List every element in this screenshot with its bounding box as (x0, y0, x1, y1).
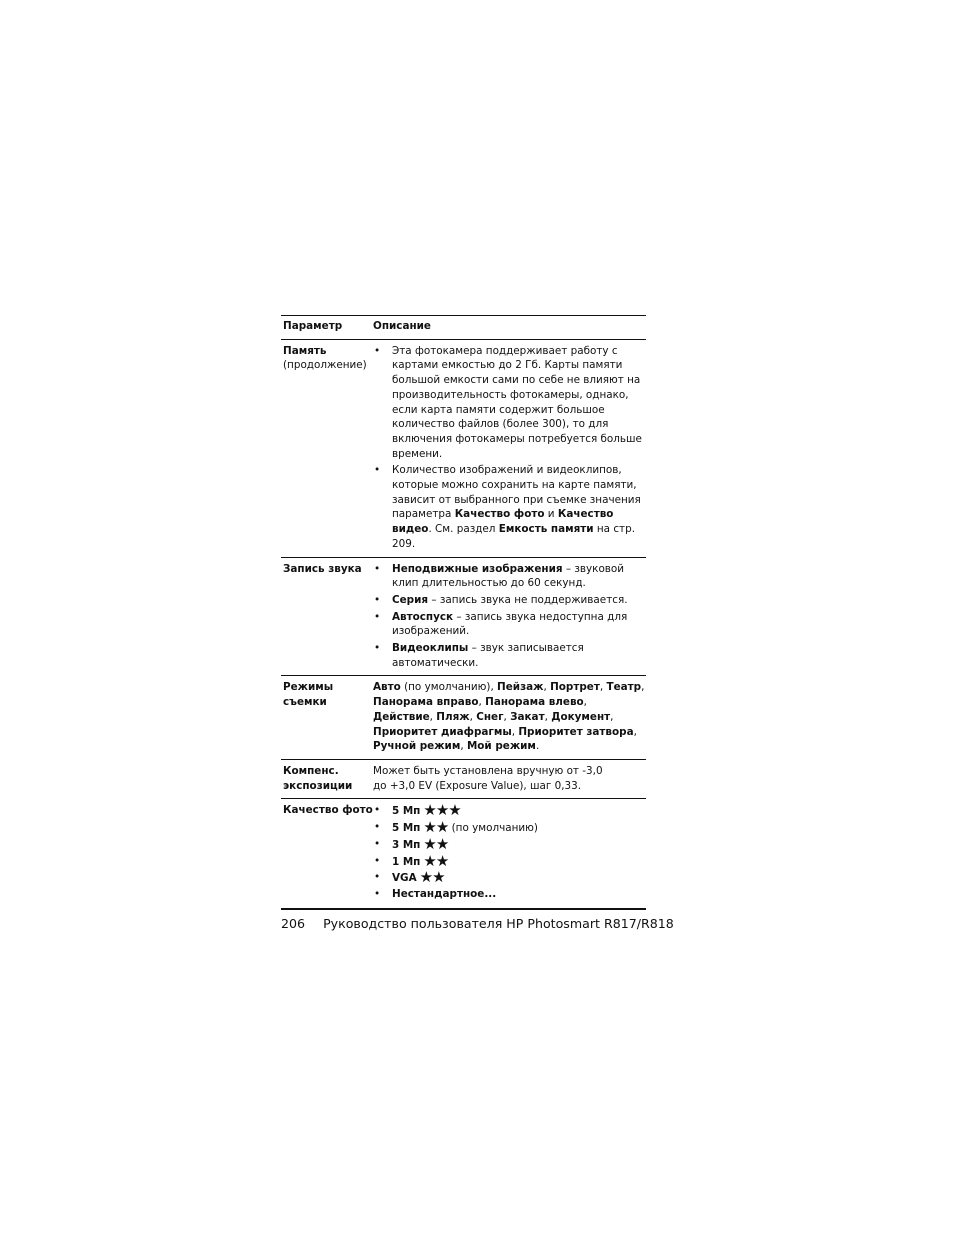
star-rating-icon: ★★ (423, 851, 449, 870)
mode-name: Пляж (436, 710, 470, 723)
mode-name: Приоритет диафрагмы (373, 725, 512, 738)
description-cell: Авто (по умолчанию), Пейзаж, Портрет, Театр, Панорама вправо, Панорама влево, Действие, Пляж, Снег, Закат, Документ, Приоритет диафрагмы, Приоритет затвора, Ручной режим, Мой режим. (373, 676, 646, 760)
bold-term: Серия (392, 593, 429, 606)
page-footer (281, 916, 674, 931)
parameter-name: Память (283, 344, 327, 357)
star-rating-icon: ★★ (423, 834, 449, 853)
list-item: • Серия – запись звука не поддерживается. (374, 593, 628, 606)
mode-name: Пейзаж (497, 681, 544, 694)
quality-label: VGA (392, 872, 417, 885)
text-fragment: Количество изображений и видеоклипов, которые можно сохранить на карте памяти, зависит от выбранного при съемке значения параметра (392, 464, 641, 521)
description-cell (373, 557, 646, 676)
parameter-cell (281, 339, 373, 557)
mode-name: Панорама вправо (373, 696, 479, 709)
table-row (281, 339, 646, 557)
text-fragment: и (544, 508, 558, 521)
list-item: • 3 Мп ★★ (374, 834, 449, 853)
list-item: • Автоспуск – запись звука недоступна для изображений. (374, 610, 628, 638)
list-item: • 5 Мп ★★★ (374, 801, 461, 820)
quality-list (373, 803, 646, 901)
quality-label: 5 Мп (392, 822, 421, 835)
bold-term: Качество фото (454, 508, 545, 521)
quality-label: Нестандартное... (392, 887, 497, 900)
mode-name: Портрет (550, 681, 600, 694)
footer-title: Руководство пользователя HP Photosmart R817/R818 (323, 916, 674, 931)
quality-label: 5 Мп (392, 805, 421, 818)
parameters-table (281, 315, 646, 910)
bullet-list (373, 562, 646, 671)
page-number: 206 (281, 916, 306, 931)
list-item: • Эта фотокамера поддерживает работу с картами емкостью до 2 Гб. Карты памяти большой емкости сами по себе не влияют на производительность фотокамеры, однако, если карта памяти содержит большое количество файлов (более 300), то для включения фотокамеры потребуется больше времени. (374, 344, 642, 460)
text-fragment: – звуковой клип длительностью до 60 секунд. (392, 562, 625, 590)
bold-term: Емкость памяти (498, 523, 594, 536)
text-fragment: на стр. 209. (392, 523, 636, 550)
table-row (281, 557, 646, 676)
description-cell (373, 339, 646, 557)
parameter-cell (281, 676, 373, 760)
star-rating-icon: ★★ (419, 868, 445, 887)
mode-name: Снег (476, 710, 504, 723)
list-item: • Количество изображений и видеоклипов, которые можно сохранить на карте памяти, зависит от выбранного при съемке значения параметра Качество фото и Качество видео. См. раздел Емкость памяти на стр. 209. (374, 464, 641, 550)
column-header-parameter: Параметр (281, 316, 373, 340)
bullet-list (373, 344, 646, 552)
parameter-name: Запись звука (283, 562, 362, 575)
list-item: • Нестандартное... (374, 887, 497, 900)
table-row (281, 676, 646, 760)
mode-name: Закат (510, 710, 545, 723)
mode-name: Авто (373, 681, 401, 694)
document-page (281, 315, 646, 910)
quality-label: 3 Мп (392, 838, 421, 851)
parameter-name: Режимы съемки (283, 681, 334, 709)
mode-name: Документ (551, 710, 611, 723)
parameter-name: Качество фото (283, 804, 373, 817)
mode-name: Ручной режим (373, 740, 461, 753)
parameter-note: (продолжение) (283, 359, 367, 372)
mode-name: Приоритет затвора (518, 725, 634, 738)
text-fragment: – запись звука недоступна для изображений. (392, 610, 628, 638)
table-header-row (281, 316, 646, 340)
list-item: • VGA ★★ (374, 868, 445, 887)
description-cell: Может быть установлена вручную от -3,0 до +3,0 EV (Exposure Value), шаг 0,33. (373, 759, 646, 798)
star-rating-icon: ★★★ (423, 801, 461, 820)
text-fragment: (по умолчанию) (400, 681, 491, 694)
table-row (281, 759, 646, 798)
default-note: (по умолчанию) (451, 822, 538, 835)
text-fragment: . См. раздел (428, 523, 499, 536)
bold-term: Видеоклипы (392, 642, 469, 655)
list-item: • Видеоклипы – звук записывается автоматически. (374, 642, 584, 669)
parameter-cell (281, 759, 373, 798)
parameter-cell (281, 557, 373, 676)
star-rating-icon: ★★ (423, 818, 449, 837)
table-row (281, 799, 646, 909)
column-header-description: Описание (373, 316, 646, 340)
description-cell (373, 799, 646, 909)
bold-term: Неподвижные изображения (392, 562, 563, 575)
text-fragment: – звук записывается автоматически. (392, 642, 584, 669)
mode-name: Панорама влево (485, 696, 584, 709)
list-item: • 1 Мп ★★ (374, 851, 449, 870)
list-item: • 5 Мп ★★ (по умолчанию) (374, 818, 538, 837)
mode-name: Мой режим (466, 740, 536, 753)
memory-bullet-1: Эта фотокамера поддерживает работу с картами емкостью до 2 Гб. Карты памяти большой емкости сами по себе не влияют на производительность фотокамеры, однако, если карта памяти содержит большое количество файлов (более 300), то для включения фотокамеры потребуется больше времени. (392, 344, 642, 460)
mode-name: Театр (606, 681, 642, 694)
bold-term: Качество видео (392, 508, 614, 536)
parameter-cell (281, 799, 373, 909)
list-item: • Неподвижные изображения – звуковой клип длительностью до 60 секунд. (374, 562, 625, 590)
parameter-name: Компенс. экспозиции (283, 764, 353, 792)
quality-label: 1 Мп (392, 855, 421, 868)
text-fragment: – запись звука не поддерживается. (428, 593, 628, 606)
bold-term: Автоспуск (392, 610, 454, 623)
mode-name: Действие (373, 710, 430, 723)
